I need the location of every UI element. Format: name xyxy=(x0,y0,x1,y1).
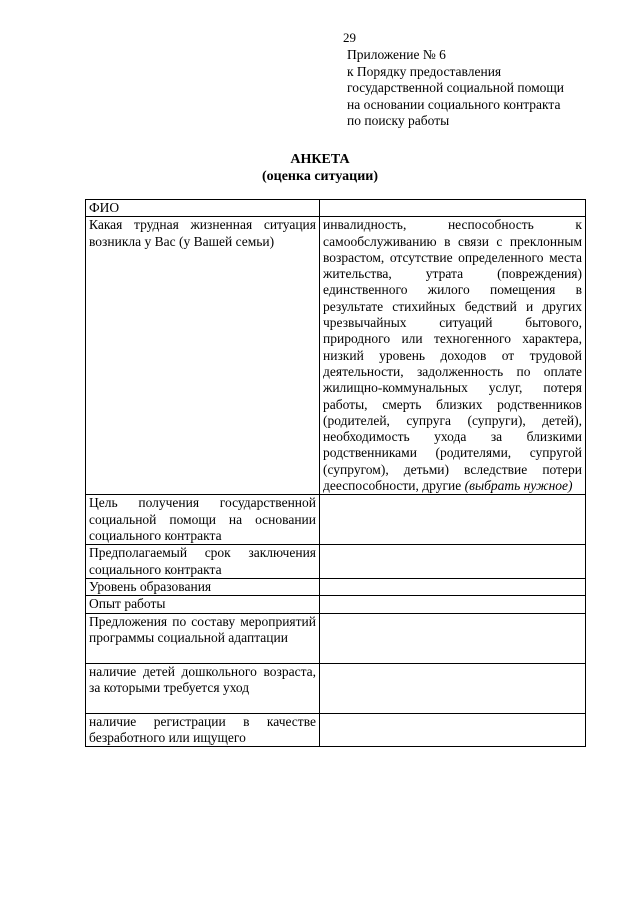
form-subtitle: (оценка ситуации) xyxy=(261,169,378,184)
appendix-line: по поиску работы xyxy=(347,113,450,129)
question-label: наличие регистрации в качестве безработного или ищущего xyxy=(86,713,320,747)
answer-cell[interactable] xyxy=(320,495,586,545)
answer-cell[interactable] xyxy=(320,663,586,713)
appendix-line: на основании социального контракта xyxy=(347,96,561,112)
answer-cell[interactable] xyxy=(320,200,586,217)
question-label: ФИО xyxy=(86,200,320,217)
question-label: Какая трудная жизненная ситуация возникла у Вас (у Вашей семьи) xyxy=(86,217,320,495)
situation-options: инвалидность, неспособность к самообслуживанию в связи с преклонным возрастом, отсутствие определенного места жительства, утрата (повреждения) единственного жилого помещения в результате стихийных бедствий и других чрезвычайных ситуаций бытового, природного или техногенного характера, низкий уровень доходов от трудовой деятельности, задолженность по оплате жилищно-коммунальных услуг, потеря работы, смерть близких родственников (родителей, супруга (супруги), детей), необходимость ухода за близкими родственниками (родителями, супругой (супругом), детьми) вследствие потери дееспособности, другие xyxy=(323,217,582,494)
selection-note: (выбрать нужное) xyxy=(464,478,573,494)
answer-cell[interactable] xyxy=(320,545,586,579)
appendix-line: государственной социальной помощи xyxy=(347,80,564,96)
table-row xyxy=(86,578,586,595)
question-label: наличие детей дошкольного возраста, за которыми требуется уход xyxy=(86,663,320,713)
answer-cell[interactable] xyxy=(320,613,586,663)
table-row xyxy=(86,613,586,663)
answer-cell[interactable] xyxy=(320,217,586,495)
answer-cell[interactable] xyxy=(320,596,586,613)
appendix-line: к Порядку предоставления xyxy=(347,63,502,79)
question-label: Предложения по составу мероприятий программы социальной адаптации xyxy=(86,613,320,663)
appendix-header xyxy=(347,47,607,130)
table-row xyxy=(86,596,586,613)
appendix-line: Приложение № 6 xyxy=(347,47,446,62)
table-row xyxy=(86,713,586,747)
table-row xyxy=(86,663,586,713)
question-label: Уровень образования xyxy=(86,578,320,595)
answer-cell[interactable] xyxy=(320,713,586,747)
question-label: Опыт работы xyxy=(86,596,320,613)
table-row xyxy=(86,545,586,579)
table-row xyxy=(86,200,586,217)
form-title-block xyxy=(0,151,640,185)
question-label: Предполагаемый срок заключения социального контракта xyxy=(86,545,320,579)
table-row xyxy=(86,217,586,495)
page-number: 29 xyxy=(343,30,356,45)
answer-cell[interactable] xyxy=(320,578,586,595)
question-label: Цель получения государственной социальной помощи на основании социального контракта xyxy=(86,495,320,545)
table-row xyxy=(86,495,586,545)
questionnaire-table xyxy=(85,199,586,747)
form-title: АНКЕТА xyxy=(290,152,350,167)
